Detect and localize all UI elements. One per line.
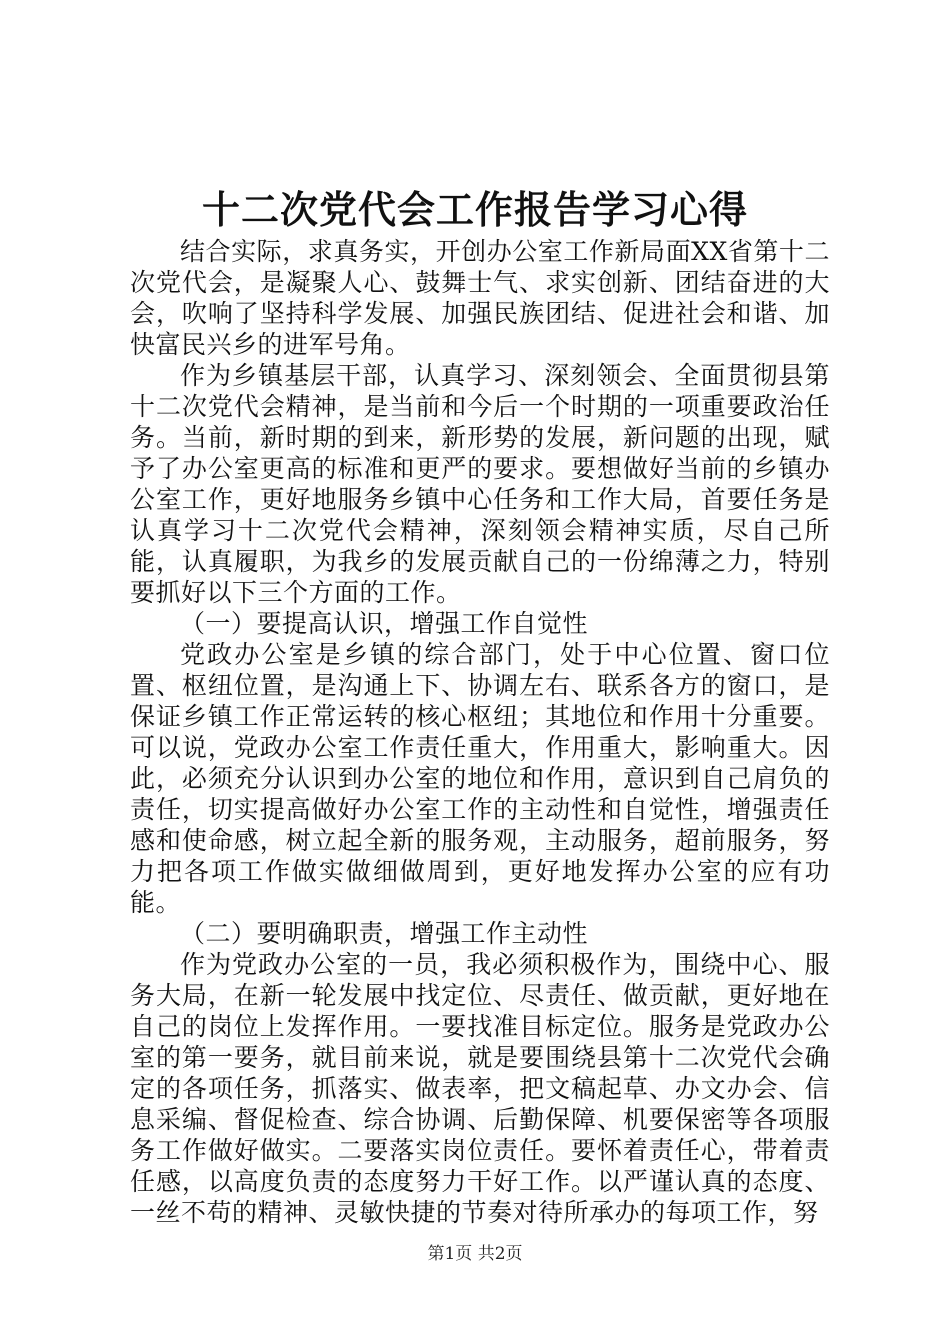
paragraph-section-2: 作为党政办公室的一员，我必须积极作为，围绕中心、服务大局，在新一轮发展中找定位、尽责任、做贡献，更好地在自己的岗位上发挥作用。一要找准目标定位。服务是党政办公室的第一要务，就目前来说，就是要围绕县第十二次党代会确定的各项任务，抓落实、做表率，把文稿起草、办文办会、信息采编、督促检查、综合协调、后勤保障、机要保密等各项服务工作做好做实。二要落实岗位责任。要怀着责任心，带着责任感，以高度负责的态度努力干好工作。以严谨认真的态度、一丝不苟的精神、灵敏快捷的节奏对待所承办的每项工作，努 — [130, 950, 830, 1227]
paragraph-intro: 结合实际，求真务实，开创办公室工作新局面XX省第十二次党代会，是凝聚人心、鼓舞士气、求实创新、团结奋进的大会，吹响了坚持科学发展、加强民族团结、促进社会和谐、加快富民兴乡的进军号角。 — [130, 237, 830, 359]
section-heading-1: （一）要提高认识，增强工作自觉性 — [180, 609, 589, 638]
document-body — [130, 236, 830, 1228]
page-number-footer: 第1页 共2页 — [427, 1244, 523, 1264]
paragraph-role: 作为乡镇基层干部，认真学习、深刻领会、全面贯彻县第十二次党代会精神，是当前和今后一个时期的一项重要政治任务。当前，新时期的到来，新形势的发展，新问题的出现，赋予了办公室更高的标准和更严的要求。要想做好当前的乡镇办公室工作，更好地服务乡镇中心任务和工作大局，首要任务是认真学习十二次党代会精神，深刻领会精神实质，尽自己所能，认真履职，为我乡的发展贡献自己的一份绵薄之力，特别要抓好以下三个方面的工作。 — [130, 361, 830, 607]
document-title: 十二次党代会工作报告学习心得 — [201, 187, 748, 232]
paragraph-section-1: 党政办公室是乡镇的综合部门，处于中心位置、窗口位置、枢纽位置，是沟通上下、协调左右、联系各方的窗口，是保证乡镇工作正常运转的核心枢纽；其地位和作用十分重要。可以说，党政办公室工作责任重大，作用重大，影响重大。因此，必须充分认识到办公室的地位和作用，意识到自己肩负的责任，切实提高做好办公室工作的主动性和自觉性，增强责任感和使命感，树立起全新的服务观，主动服务，超前服务，努力把各项工作做实做细做周到，更好地发挥办公室的应有功能。 — [130, 640, 830, 917]
section-heading-2: （二）要明确职责，增强工作主动性 — [180, 919, 589, 948]
